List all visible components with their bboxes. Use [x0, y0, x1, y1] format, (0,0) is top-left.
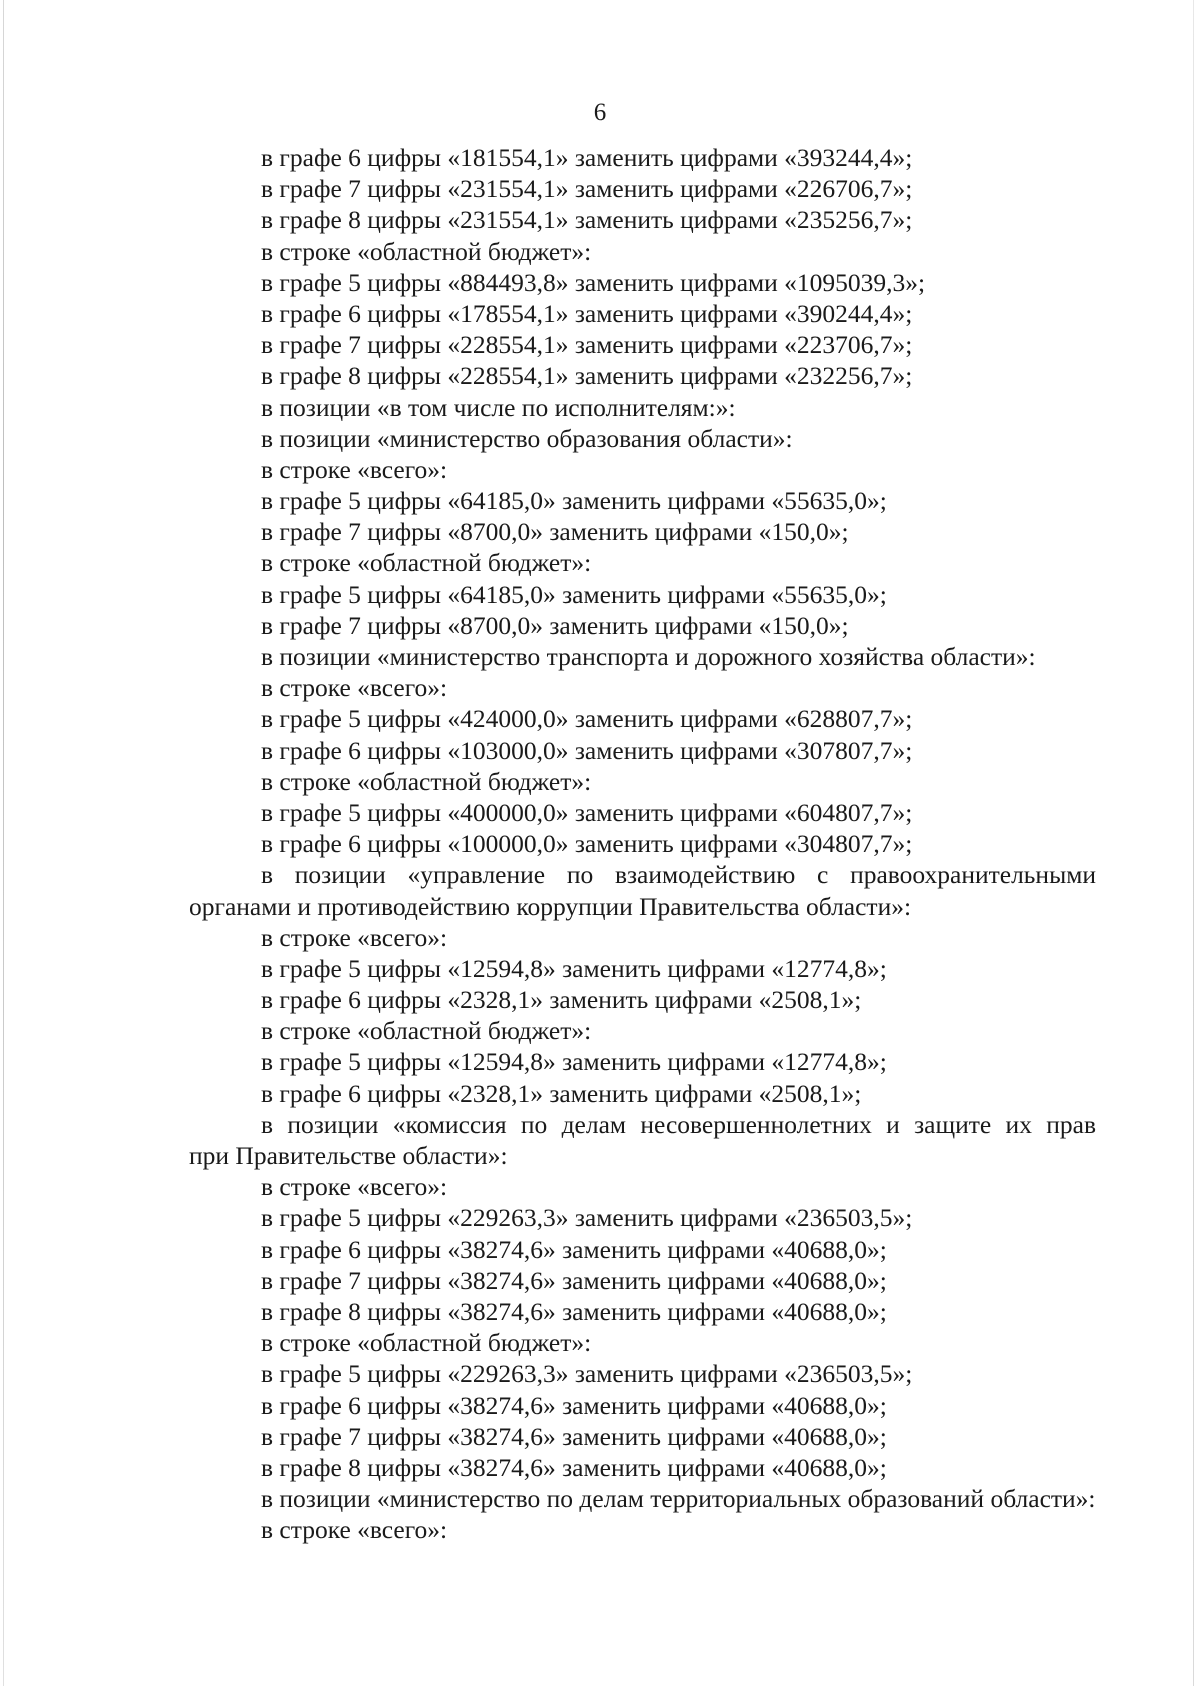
- text-line: в позиции «министерство образования области»:: [261, 423, 793, 453]
- text-line: в строке «всего»:: [261, 1515, 448, 1545]
- text-line: в графе 7 цифры «8700,0» заменить цифрами «150,0»;: [261, 610, 849, 640]
- text-line: в позиции «министерство по делам территориальных образований области»:: [261, 1484, 1096, 1514]
- text-line: в графе 5 цифры «400000,0» заменить цифрами «604807,7»;: [261, 797, 913, 827]
- text-line: в графе 5 цифры «12594,8» заменить цифрами «12774,8»;: [261, 1047, 887, 1077]
- text-line: в строке «всего»:: [261, 1172, 448, 1202]
- text-line: в строке «областной бюджет»:: [261, 766, 592, 796]
- paragraph-continuation-line: органами и противодействию коррупции Правительства области»:: [189, 891, 912, 921]
- text-line: в графе 8 цифры «228554,1» заменить цифрами «232256,7»;: [261, 361, 913, 391]
- text-line: в графе 5 цифры «229263,3» заменить цифрами «236503,5»;: [261, 1203, 913, 1233]
- text-line: в строке «всего»:: [261, 922, 448, 952]
- text-line: в строке «областной бюджет»:: [261, 548, 592, 578]
- text-line: в строке «областной бюджет»:: [261, 236, 592, 266]
- scan-edge-right: [1193, 0, 1194, 1686]
- text-line: в графе 8 цифры «38274,6» заменить цифрами «40688,0»;: [261, 1452, 887, 1482]
- text-line: в графе 5 цифры «64185,0» заменить цифрами «55635,0»;: [261, 579, 887, 609]
- text-line: в графе 8 цифры «38274,6» заменить цифрами «40688,0»;: [261, 1296, 887, 1326]
- text-line: в графе 6 цифры «178554,1» заменить цифрами «390244,4»;: [261, 298, 913, 328]
- text-line: в графе 8 цифры «231554,1» заменить цифрами «235256,7»;: [261, 205, 913, 235]
- text-line: в строке «областной бюджет»:: [261, 1016, 592, 1046]
- scan-edge-left: [3, 0, 4, 1686]
- text-line: в графе 6 цифры «181554,1» заменить цифрами «393244,4»;: [261, 143, 913, 172]
- text-line: в графе 7 цифры «228554,1» заменить цифрами «223706,7»;: [261, 330, 913, 360]
- paragraph-first-line: в позиции «управление по взаимодействию с правоохранительными: [261, 860, 1096, 890]
- document-body: [189, 142, 1096, 1545]
- text-line: в графе 6 цифры «100000,0» заменить цифрами «304807,7»;: [261, 829, 913, 859]
- text-line: в графе 7 цифры «231554,1» заменить цифрами «226706,7»;: [261, 174, 913, 204]
- text-line: в графе 5 цифры «229263,3» заменить цифрами «236503,5»;: [261, 1359, 913, 1389]
- text-line: в графе 5 цифры «12594,8» заменить цифрами «12774,8»;: [261, 953, 887, 983]
- text-line: в строке «областной бюджет»:: [261, 1328, 592, 1358]
- text-line: в графе 7 цифры «8700,0» заменить цифрами «150,0»;: [261, 517, 849, 547]
- text-line: в позиции «в том числе по исполнителям:»:: [261, 392, 736, 422]
- text-line: в графе 5 цифры «884493,8» заменить цифрами «1095039,3»;: [261, 267, 926, 297]
- text-line: в графе 5 цифры «424000,0» заменить цифрами «628807,7»;: [261, 704, 913, 734]
- paragraph-continuation-line: при Правительстве области»:: [189, 1141, 508, 1170]
- text-line: в графе 5 цифры «64185,0» заменить цифрами «55635,0»;: [261, 486, 887, 516]
- text-line: в строке «всего»:: [261, 673, 448, 703]
- text-line: в графе 7 цифры «38274,6» заменить цифрами «40688,0»;: [261, 1265, 887, 1295]
- text-line: в позиции «министерство транспорта и дорожного хозяйства области»:: [261, 642, 1036, 671]
- text-line: в строке «всего»:: [261, 454, 448, 484]
- text-line: в графе 6 цифры «38274,6» заменить цифрами «40688,0»;: [261, 1390, 887, 1420]
- text-line: в графе 6 цифры «103000,0» заменить цифрами «307807,7»;: [261, 735, 913, 765]
- text-line: в графе 6 цифры «2328,1» заменить цифрами «2508,1»;: [261, 985, 862, 1015]
- text-line: в графе 7 цифры «38274,6» заменить цифрами «40688,0»;: [261, 1421, 887, 1451]
- page-number: 6: [593, 99, 607, 126]
- text-line: в графе 6 цифры «2328,1» заменить цифрами «2508,1»;: [261, 1078, 862, 1108]
- text-line: в графе 6 цифры «38274,6» заменить цифрами «40688,0»;: [261, 1234, 887, 1264]
- paragraph-first-line: в позиции «комиссия по делам несовершеннолетних и защите их прав: [261, 1109, 1096, 1139]
